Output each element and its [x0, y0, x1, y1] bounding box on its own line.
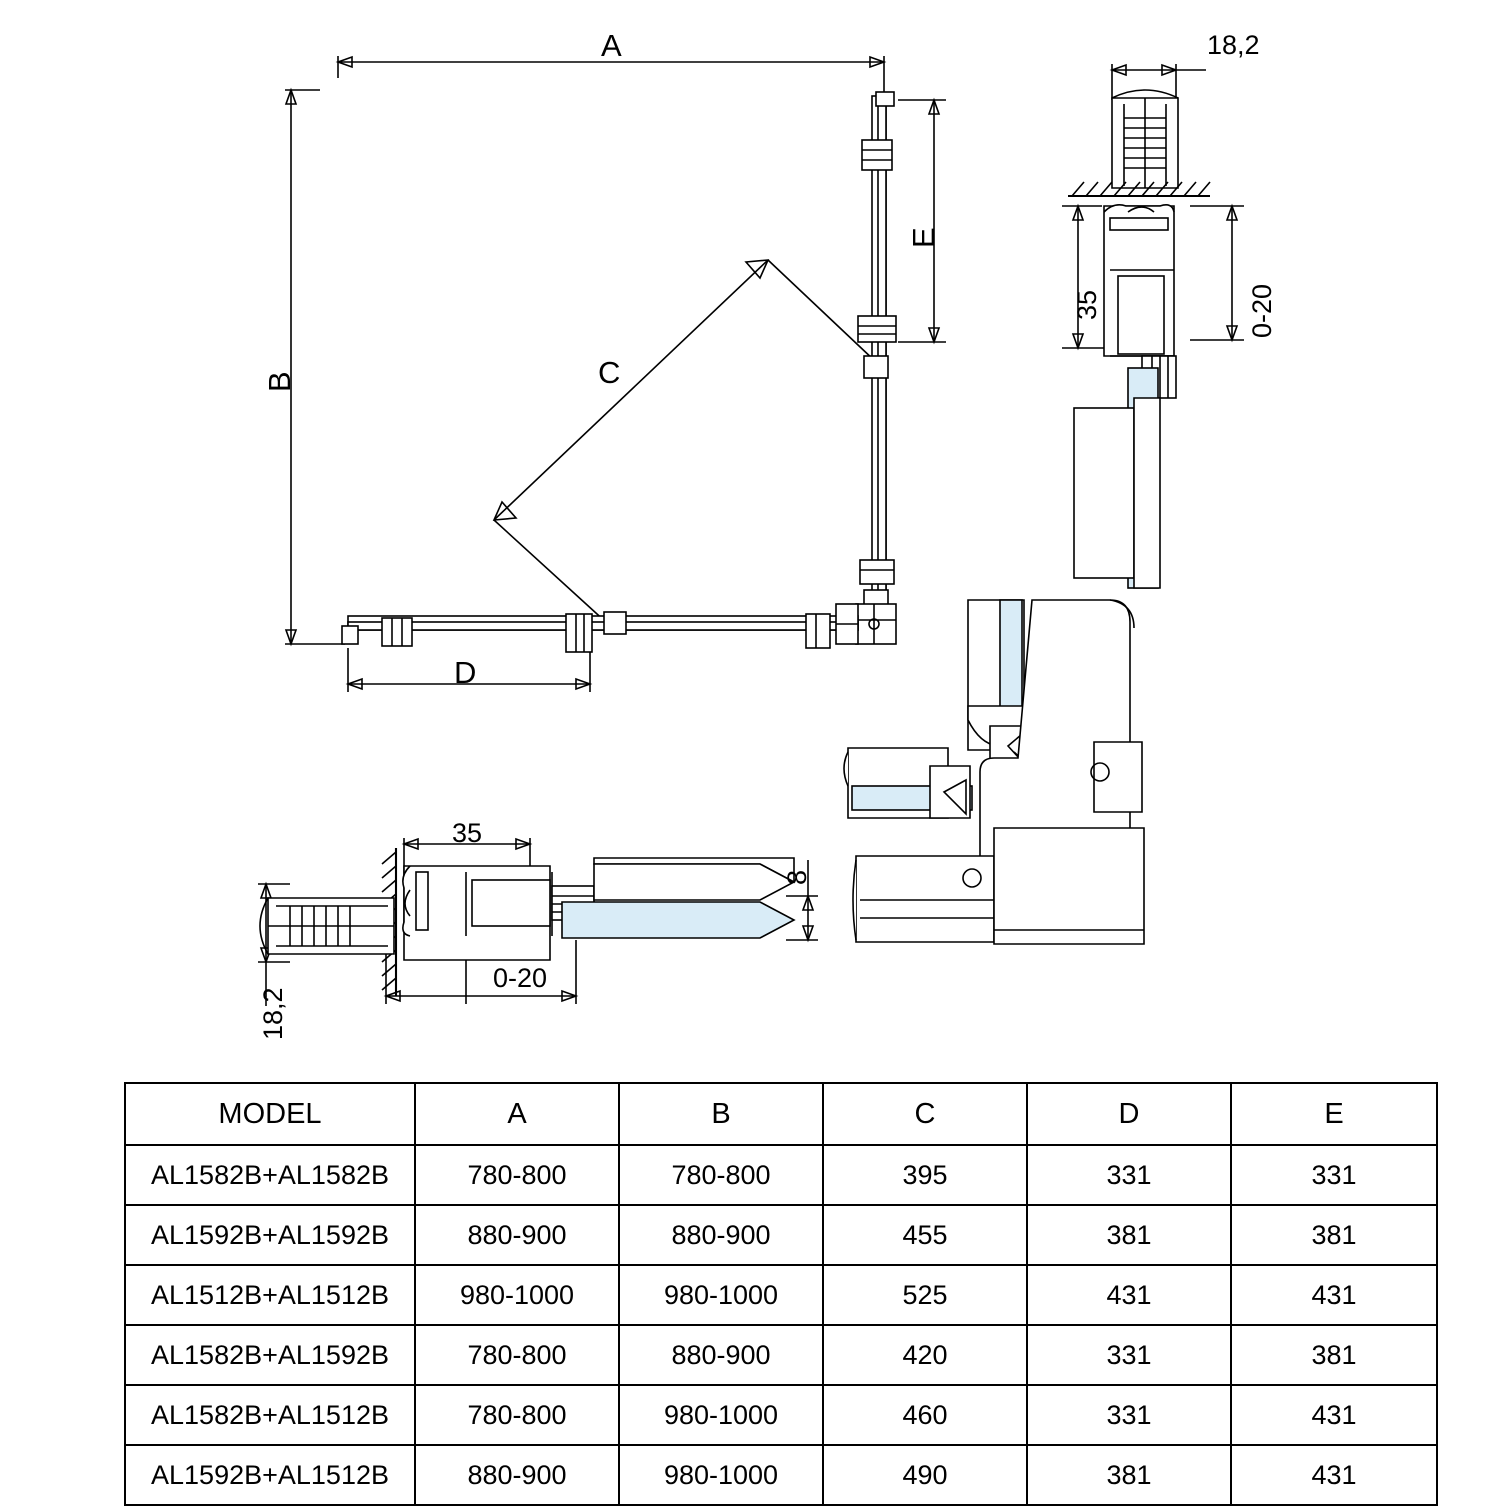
- wall-anchor-horizontal: [260, 898, 394, 954]
- label-detail-left-adjust-0-20: 0-20: [493, 963, 548, 993]
- cell-a: 780-800: [415, 1145, 619, 1205]
- cell-b: 780-800: [619, 1145, 823, 1205]
- cell-e: 431: [1231, 1385, 1437, 1445]
- wall-hatching: [1068, 182, 1210, 196]
- dimension-0-20-right-detail: [1190, 206, 1244, 340]
- cell-e: 431: [1231, 1265, 1437, 1325]
- cell-b: 980-1000: [619, 1265, 823, 1325]
- detail-wall-profile-vertical: [1062, 64, 1244, 588]
- table-header-b: B: [619, 1083, 823, 1145]
- cell-model: AL1582B+AL1512B: [125, 1385, 415, 1445]
- label-dim-a: A: [601, 28, 622, 63]
- cell-e: 431: [1231, 1445, 1437, 1505]
- cell-b: 880-900: [619, 1325, 823, 1385]
- dimension-18-2-top: [1112, 64, 1206, 100]
- label-dim-d: D: [454, 655, 477, 690]
- cell-b: 880-900: [619, 1205, 823, 1265]
- cell-c: 490: [823, 1445, 1027, 1505]
- cell-c: 455: [823, 1205, 1027, 1265]
- cell-d: 331: [1027, 1385, 1231, 1445]
- cell-c: 395: [823, 1145, 1027, 1205]
- cell-model: AL1512B+AL1512B: [125, 1265, 415, 1325]
- table-row: [125, 1145, 1437, 1205]
- cell-d: 331: [1027, 1145, 1231, 1205]
- cell-b: 980-1000: [619, 1385, 823, 1445]
- table-header-c: C: [823, 1083, 1027, 1145]
- label-dim-e: E: [906, 227, 941, 248]
- dimension-e: [898, 100, 946, 342]
- table-row: [125, 1205, 1437, 1265]
- cell-d: 381: [1027, 1445, 1231, 1505]
- wall-profile-section: [1074, 205, 1176, 588]
- detail-corner-joint: [844, 600, 1144, 944]
- cell-d: 381: [1027, 1205, 1231, 1265]
- cell-a: 780-800: [415, 1325, 619, 1385]
- dimension-b: [285, 90, 345, 644]
- label-dim-c: C: [598, 355, 621, 390]
- cell-a: 980-1000: [415, 1265, 619, 1325]
- bottom-horizontal-profile: [342, 604, 858, 652]
- cell-model: AL1582B+AL1592B: [125, 1325, 415, 1385]
- table-header-row: [125, 1083, 1437, 1145]
- table-header-model: MODEL: [125, 1083, 415, 1145]
- table-row: [125, 1385, 1437, 1445]
- model-dimensions-table: [124, 1082, 1438, 1506]
- cell-d: 331: [1027, 1325, 1231, 1385]
- label-detail-adjust-0-20: 0-20: [1247, 283, 1277, 338]
- cell-b: 980-1000: [619, 1445, 823, 1505]
- wall-anchor: [1112, 90, 1178, 188]
- table-header-a: A: [415, 1083, 619, 1145]
- cell-model: AL1582B+AL1582B: [125, 1145, 415, 1205]
- door-swing-indicator: [494, 260, 876, 624]
- cell-model: AL1592B+AL1512B: [125, 1445, 415, 1505]
- cell-model: AL1592B+AL1592B: [125, 1205, 415, 1265]
- cell-a: 880-900: [415, 1445, 619, 1505]
- cell-a: 880-900: [415, 1205, 619, 1265]
- table-row: [125, 1265, 1437, 1325]
- label-dim-b: B: [262, 371, 297, 392]
- table-header-e: E: [1231, 1083, 1437, 1145]
- cell-e: 381: [1231, 1325, 1437, 1385]
- cell-c: 420: [823, 1325, 1027, 1385]
- table-row: [125, 1445, 1437, 1505]
- table-row: [125, 1325, 1437, 1385]
- cell-d: 431: [1027, 1265, 1231, 1325]
- cell-c: 525: [823, 1265, 1027, 1325]
- cell-c: 460: [823, 1385, 1027, 1445]
- cell-a: 780-800: [415, 1385, 619, 1445]
- right-vertical-profile: [856, 92, 896, 644]
- cell-e: 381: [1231, 1205, 1437, 1265]
- label-detail-left-height-18-2: 18,2: [258, 987, 288, 1040]
- table-header-d: D: [1027, 1083, 1231, 1145]
- label-detail-left-width-35: 35: [452, 818, 483, 848]
- label-detail-width-18-2: 18,2: [1207, 30, 1260, 60]
- wall-profile-section-horizontal: [403, 858, 794, 960]
- cell-e: 331: [1231, 1145, 1437, 1205]
- label-detail-height-35: 35: [1072, 289, 1102, 320]
- label-detail-glass-8: 8: [782, 869, 812, 885]
